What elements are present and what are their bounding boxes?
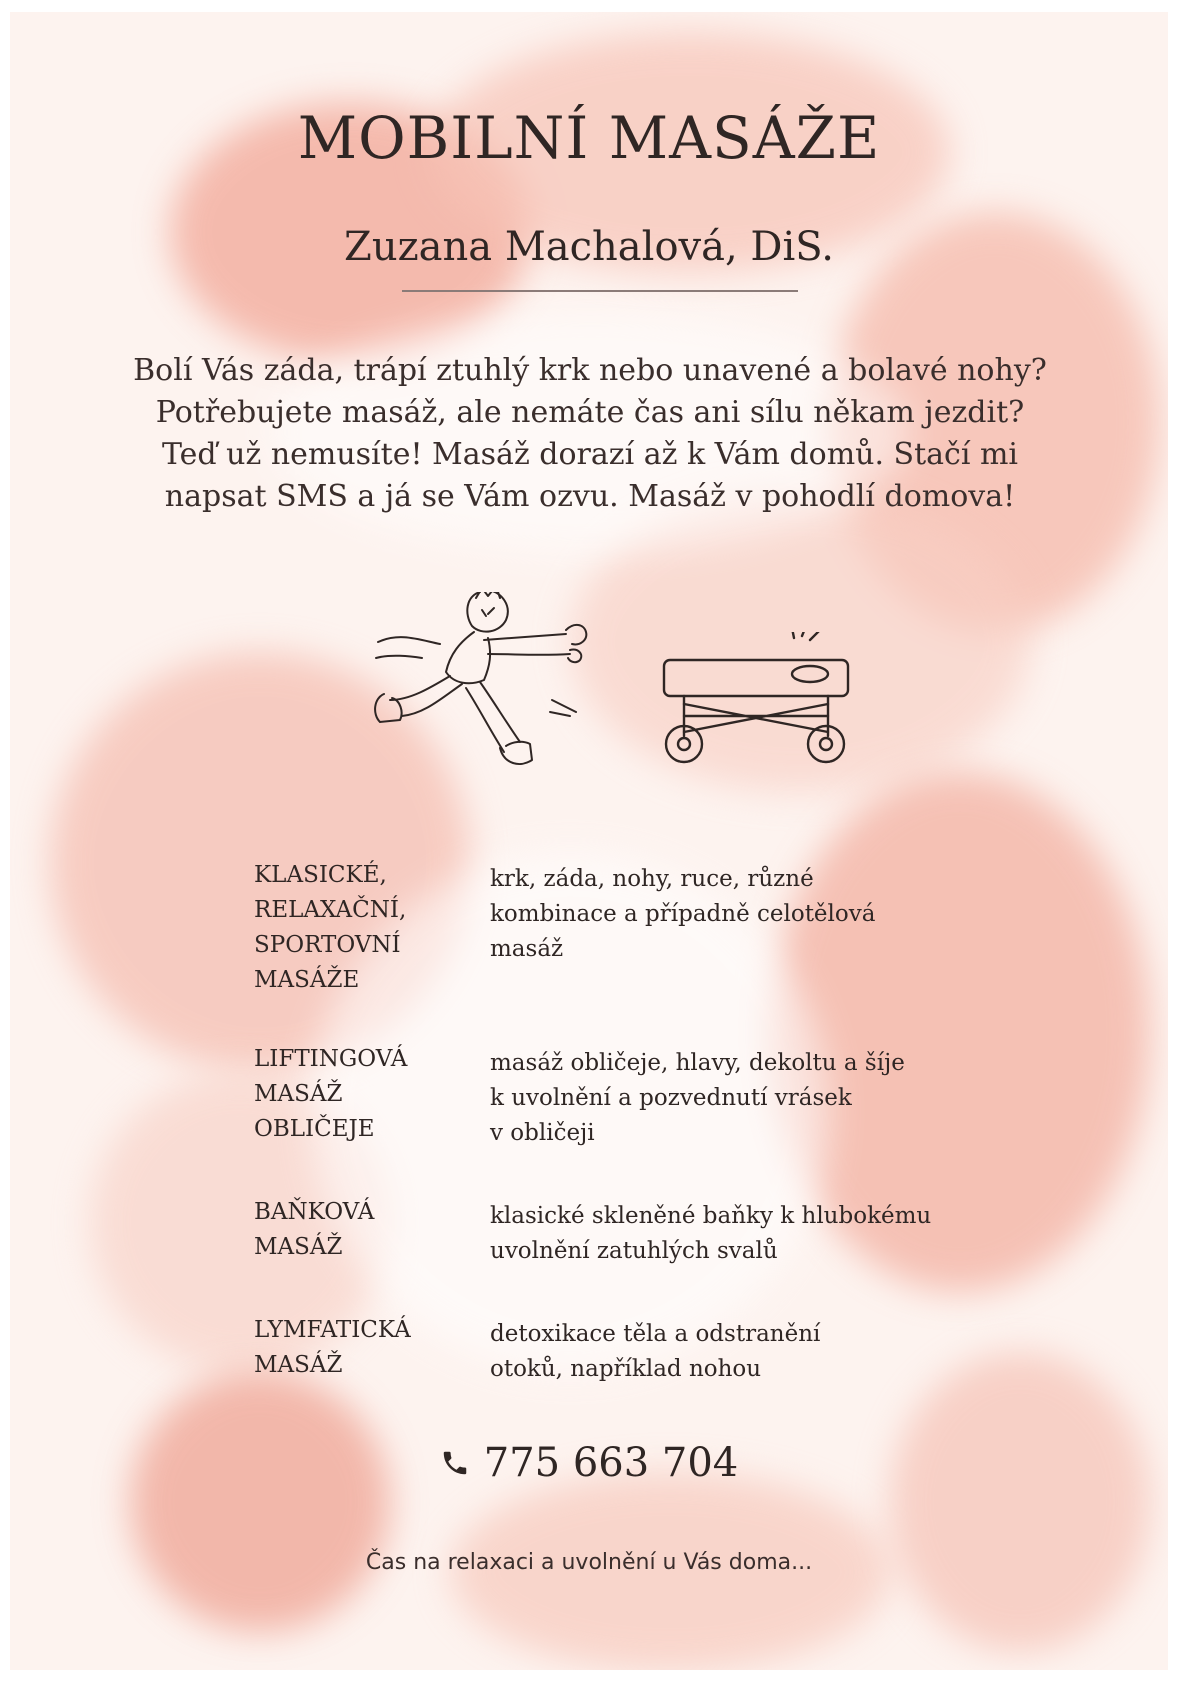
intro-line: napsat SMS a já se Vám ozvu. Masáž v pohodlí domova! [164, 479, 1016, 514]
flyer-page [10, 12, 1168, 1670]
phone-contact[interactable] [10, 1440, 1168, 1486]
service-item [254, 1195, 1034, 1269]
service-description-line: detoxikace těla a odstranění [490, 1321, 821, 1347]
running-person-icon [370, 592, 600, 792]
service-name-line: SPORTOVNÍ [254, 932, 401, 958]
service-name [254, 1042, 490, 1151]
service-description [490, 1042, 1034, 1151]
intro-line: Teď už nemusíte! Masáž dorazí až k Vám domů. Stačí mi [161, 437, 1019, 472]
service-description-line: masáž [490, 936, 564, 962]
service-description [490, 1313, 1034, 1387]
title-divider [402, 290, 798, 292]
page-title: MOBILNÍ MASÁŽE [297, 104, 881, 172]
service-name-line: LYMFATICKÁ [254, 1317, 411, 1343]
phone-icon [440, 1448, 470, 1478]
service-item [254, 1313, 1034, 1387]
service-description-line: kombinace a případně celotělová [490, 901, 876, 927]
service-description-line: k uvolnění a pozvednutí vrásek [490, 1085, 852, 1111]
intro-line: Bolí Vás záda, trápí ztuhlý krk nebo unavené a bolavé nohy? [133, 353, 1047, 388]
service-item [254, 1042, 1034, 1151]
service-name-line: LIFTINGOVÁ [254, 1046, 408, 1072]
service-description [490, 858, 1034, 998]
service-name-line: MASÁŽ [254, 1352, 343, 1378]
intro-line: Potřebujete masáž, ale nemáte čas ani sílu někam jezdit? [155, 395, 1025, 430]
service-description [490, 1195, 1034, 1269]
service-name-line: OBLIČEJE [254, 1116, 375, 1142]
illustration [370, 592, 870, 802]
masseuse-name: Zuzana Machalová, DiS. [344, 224, 834, 270]
intro-paragraph [50, 350, 1130, 518]
massage-table-on-wheels-icon [660, 632, 860, 782]
service-description-line: masáž obličeje, hlavy, dekoltu a šíje [490, 1050, 905, 1076]
service-name [254, 1195, 490, 1269]
service-description-line: krk, záda, nohy, ruce, různé [490, 866, 814, 892]
service-name-line: MASÁŽ [254, 1081, 343, 1107]
service-name-line: RELAXAČNÍ, [254, 897, 407, 923]
service-name [254, 1313, 490, 1387]
service-description-line: otoků, například nohou [490, 1356, 762, 1382]
phone-number[interactable]: 775 663 704 [483, 1440, 739, 1486]
service-name-line: BAŇKOVÁ [254, 1199, 375, 1225]
footer-tagline: Čas na relaxaci a uvolnění u Vás doma... [365, 1550, 813, 1575]
services-list [254, 858, 1034, 1431]
service-name [254, 858, 490, 998]
service-name-line: MASÁŽE [254, 967, 360, 993]
service-description-line: uvolnění zatuhlých svalů [490, 1238, 778, 1264]
service-description-line: v obličeji [490, 1120, 595, 1146]
service-description-line: klasické skleněné baňky k hlubokému [490, 1203, 932, 1229]
service-name-line: MASÁŽ [254, 1234, 343, 1260]
service-item [254, 858, 1034, 998]
service-name-line: KLASICKÉ, [254, 862, 387, 888]
